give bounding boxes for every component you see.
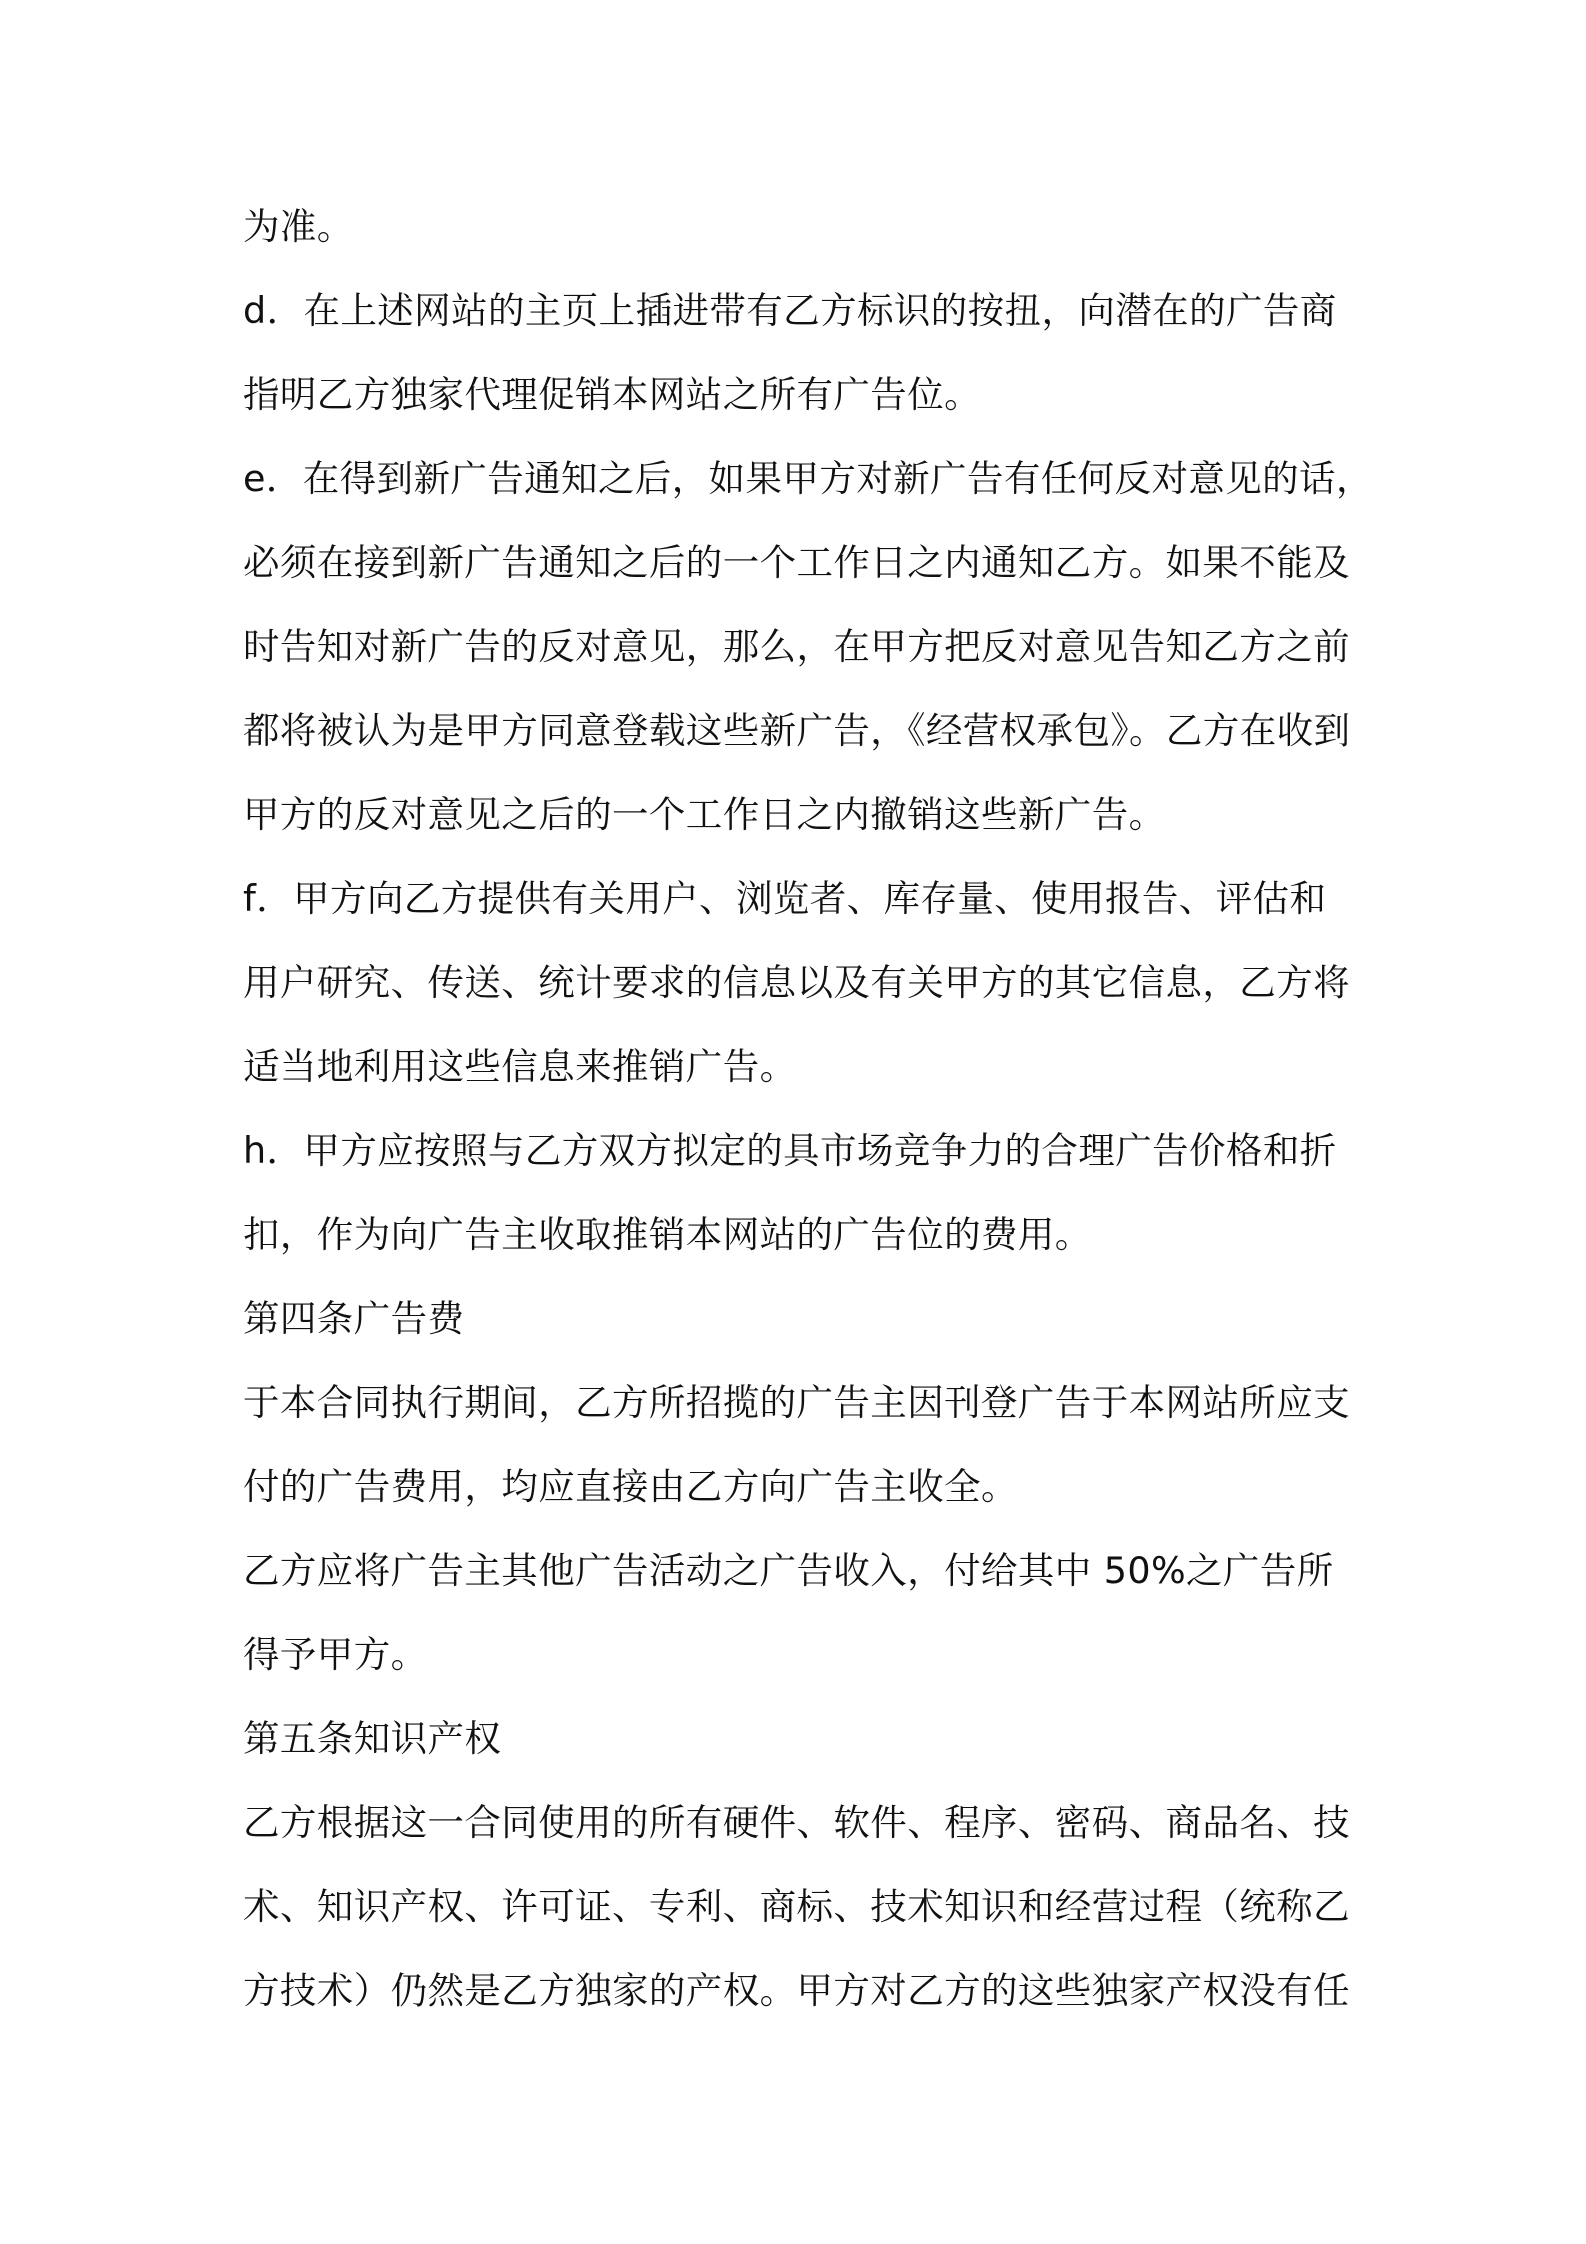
clause-d-line-1: d．在上述网站的主页上插进带有乙方标识的按扭，向潜在的广告商: [243, 289, 1337, 332]
article-4-heading: 第四条广告费: [243, 1297, 465, 1340]
clause-e-line-3: 时告知对新广告的反对意见，那么，在甲方把反对意见告知乙方之前: [243, 625, 1350, 668]
article-5-para-line-2: 术、知识产权、许可证、专利、商标、技术知识和经营过程（统称乙: [243, 1885, 1350, 1928]
clause-d-line-2: 指明乙方独家代理促销本网站之所有广告位。: [243, 373, 981, 416]
text-line-continuation: 为准。: [243, 205, 354, 248]
article-4-para-1-line-1: 于本合同执行期间，乙方所招揽的广告主因刊登广告于本网站所应支: [243, 1381, 1350, 1424]
clause-e-line-4: 都将被认为是甲方同意登载这些新广告，《经营权承包》。乙方在收到: [243, 709, 1351, 752]
article-4-para-2-line-2: 得予甲方。: [243, 1633, 428, 1676]
clause-f-line-3: 适当地利用这些信息来推销广告。: [243, 1045, 797, 1088]
article-5-heading: 第五条知识产权: [243, 1717, 502, 1760]
clause-e-line-2: 必须在接到新广告通知之后的一个工作日之内通知乙方。如果不能及: [243, 541, 1350, 584]
article-5-para-line-3: 方技术）仍然是乙方独家的产权。甲方对乙方的这些独家产权没有任: [243, 1969, 1350, 2012]
clause-h-line-2: 扣，作为向广告主收取推销本网站的广告位的费用。: [243, 1213, 1092, 1256]
clause-h-line-1: h．甲方应按照与乙方双方拟定的具市场竞争力的合理广告价格和折: [243, 1129, 1337, 1172]
clause-e-line-1: e．在得到新广告通知之后，如果甲方对新广告有任何反对意见的话，: [243, 457, 1373, 500]
clause-e-line-5: 甲方的反对意见之后的一个工作日之内撤销这些新广告。: [243, 793, 1166, 836]
article-4-para-1-line-2: 付的广告费用，均应直接由乙方向广告主收全。: [243, 1465, 1018, 1508]
article-5-para-line-1: 乙方根据这一合同使用的所有硬件、软件、程序、密码、商品名、技: [243, 1801, 1350, 1844]
article-4-para-2-line-1: 乙方应将广告主其他广告活动之广告收入，付给其中 50%之广告所: [243, 1549, 1334, 1592]
clause-f-line-1: f．甲方向乙方提供有关用户、浏览者、库存量、使用报告、评估和: [243, 877, 1327, 920]
clause-f-line-2: 用户研究、传送、统计要求的信息以及有关甲方的其它信息，乙方将: [243, 961, 1350, 1004]
